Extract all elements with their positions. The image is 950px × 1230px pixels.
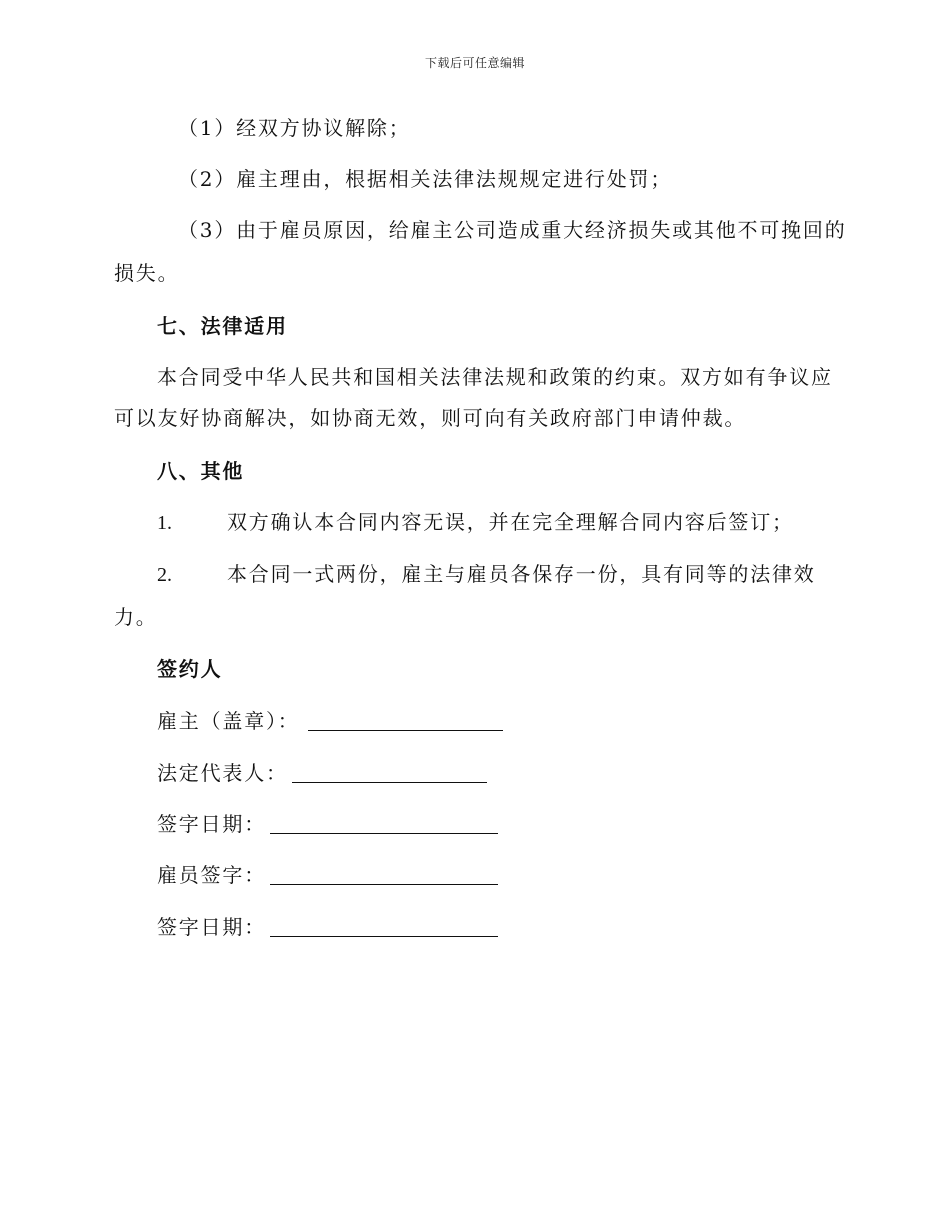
section-heading-other: 八、其他 [157, 459, 245, 483]
sign-date-label-2: 签字日期： [157, 915, 266, 939]
section-law-paragraph-line-1: 本合同受中华人民共和国相关法律法规和政策的约束。双方如有争议应 [157, 365, 833, 389]
other-item-1 [157, 508, 794, 537]
other-item-1-number: 1. [157, 512, 172, 534]
employee-sign-row [157, 861, 498, 889]
other-item-2-number: 2. [157, 564, 172, 586]
termination-item-3: （3）由于雇员原因，给雇主公司造成重大经济损失或其他不可挽回的 [178, 218, 847, 242]
sign-date-row-1 [157, 810, 498, 838]
other-item-1-text: 双方确认本合同内容无误，并在完全理解合同内容后签订； [227, 510, 794, 534]
employer-seal-row [157, 707, 503, 735]
other-item-2 [157, 560, 816, 589]
page-header: 下载后可任意编辑 [424, 56, 525, 70]
legal-rep-row [157, 759, 487, 787]
employer-seal-label: 雇主（盖章）： [157, 709, 300, 733]
other-item-2-continuation: 力。 [114, 605, 158, 629]
employee-sign-blank[interactable] [270, 862, 498, 885]
sign-date-blank-2[interactable] [270, 914, 498, 937]
termination-item-2: （2）雇主理由，根据相关法律法规规定进行处罚； [178, 167, 673, 191]
section-law-paragraph-line-2: 可以友好协商解决，如协商无效，则可向有关政府部门申请仲裁。 [114, 406, 747, 430]
sign-date-blank-1[interactable] [270, 811, 498, 834]
legal-rep-label: 法定代表人： [157, 761, 288, 785]
employer-seal-blank[interactable] [308, 708, 503, 731]
legal-rep-blank[interactable] [292, 760, 487, 783]
signatures-heading: 签约人 [157, 657, 223, 681]
other-item-2-text: 本合同一式两份，雇主与雇员各保存一份，具有同等的法律效 [227, 562, 816, 586]
sign-date-row-2 [157, 913, 498, 941]
termination-item-3-continuation: 损失。 [114, 261, 180, 285]
section-heading-law: 七、法律适用 [157, 314, 288, 338]
sign-date-label-1: 签字日期： [157, 812, 266, 836]
employee-sign-label: 雇员签字： [157, 863, 266, 887]
termination-item-1: （1）经双方协议解除； [178, 116, 411, 140]
